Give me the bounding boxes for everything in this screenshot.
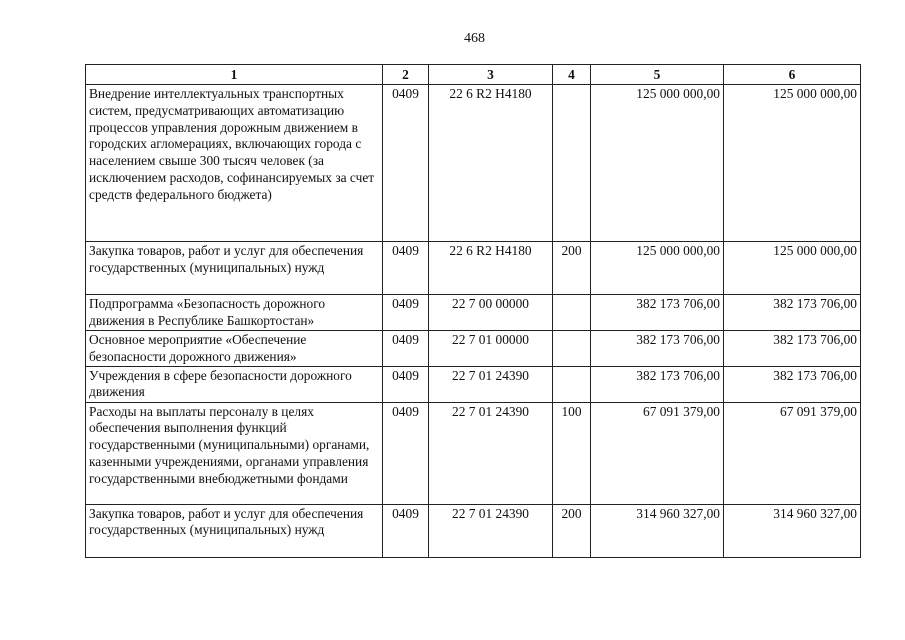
row-sum-1: 67 091 379,00 <box>591 402 724 504</box>
row-sum-2: 314 960 327,00 <box>724 504 861 557</box>
row-target-code: 22 7 01 24390 <box>429 504 553 557</box>
table-header-row <box>86 65 861 85</box>
row-section: 0409 <box>383 242 429 295</box>
budget-table <box>85 64 861 558</box>
row-target-code: 22 7 00 00000 <box>429 295 553 331</box>
row-section: 0409 <box>383 295 429 331</box>
row-expense-type <box>553 366 591 402</box>
row-name: Внедрение интеллектуальных транспортных систем, предусматривающих автоматизацию процессов управления дорожным движением в городских агломерациях, включающих города с населением свыше 300 тысяч человек (за исключением расходов, софинансируемых за счет средств федерального бюджета) <box>86 85 383 242</box>
column-header-4: 4 <box>553 65 591 85</box>
table-row <box>86 85 861 242</box>
row-name: Закупка товаров, работ и услуг для обеспечения государственных (муниципальных) нужд <box>86 504 383 557</box>
row-expense-type: 200 <box>553 504 591 557</box>
row-sum-1: 382 173 706,00 <box>591 366 724 402</box>
row-expense-type: 200 <box>553 242 591 295</box>
row-sum-2: 125 000 000,00 <box>724 85 861 242</box>
table-row <box>86 331 861 367</box>
row-name: Расходы на выплаты персоналу в целях обеспечения выполнения функций государственными (муниципальными) органами, казенными учреждениями, органами управления государственными внебюджетными фондами <box>86 402 383 504</box>
column-header-6: 6 <box>724 65 861 85</box>
row-sum-2: 382 173 706,00 <box>724 366 861 402</box>
row-sum-1: 125 000 000,00 <box>591 242 724 295</box>
column-header-1: 1 <box>86 65 383 85</box>
row-expense-type <box>553 295 591 331</box>
row-name: Учреждения в сфере безопасности дорожного движения <box>86 366 383 402</box>
row-expense-type <box>553 85 591 242</box>
row-target-code: 22 6 R2 H4180 <box>429 242 553 295</box>
row-sum-2: 125 000 000,00 <box>724 242 861 295</box>
row-section: 0409 <box>383 402 429 504</box>
row-target-code: 22 6 R2 H4180 <box>429 85 553 242</box>
row-expense-type <box>553 331 591 367</box>
row-target-code: 22 7 01 24390 <box>429 402 553 504</box>
row-name: Закупка товаров, работ и услуг для обеспечения государственных (муниципальных) нужд <box>86 242 383 295</box>
table-row <box>86 366 861 402</box>
column-header-5: 5 <box>591 65 724 85</box>
row-section: 0409 <box>383 85 429 242</box>
row-name: Основное мероприятие «Обеспечение безопасности дорожного движения» <box>86 331 383 367</box>
row-target-code: 22 7 01 24390 <box>429 366 553 402</box>
row-sum-1: 382 173 706,00 <box>591 295 724 331</box>
row-target-code: 22 7 01 00000 <box>429 331 553 367</box>
table-row <box>86 504 861 557</box>
row-sum-2: 67 091 379,00 <box>724 402 861 504</box>
row-expense-type: 100 <box>553 402 591 504</box>
table-row <box>86 295 861 331</box>
table-row <box>86 402 861 504</box>
row-section: 0409 <box>383 366 429 402</box>
row-section: 0409 <box>383 331 429 367</box>
column-header-3: 3 <box>429 65 553 85</box>
row-section: 0409 <box>383 504 429 557</box>
row-name: Подпрограмма «Безопасность дорожного движения в Республике Башкортостан» <box>86 295 383 331</box>
column-header-2: 2 <box>383 65 429 85</box>
row-sum-1: 125 000 000,00 <box>591 85 724 242</box>
row-sum-1: 382 173 706,00 <box>591 331 724 367</box>
row-sum-2: 382 173 706,00 <box>724 331 861 367</box>
page-number: 468 <box>464 31 485 46</box>
row-sum-1: 314 960 327,00 <box>591 504 724 557</box>
row-sum-2: 382 173 706,00 <box>724 295 861 331</box>
table-row <box>86 242 861 295</box>
